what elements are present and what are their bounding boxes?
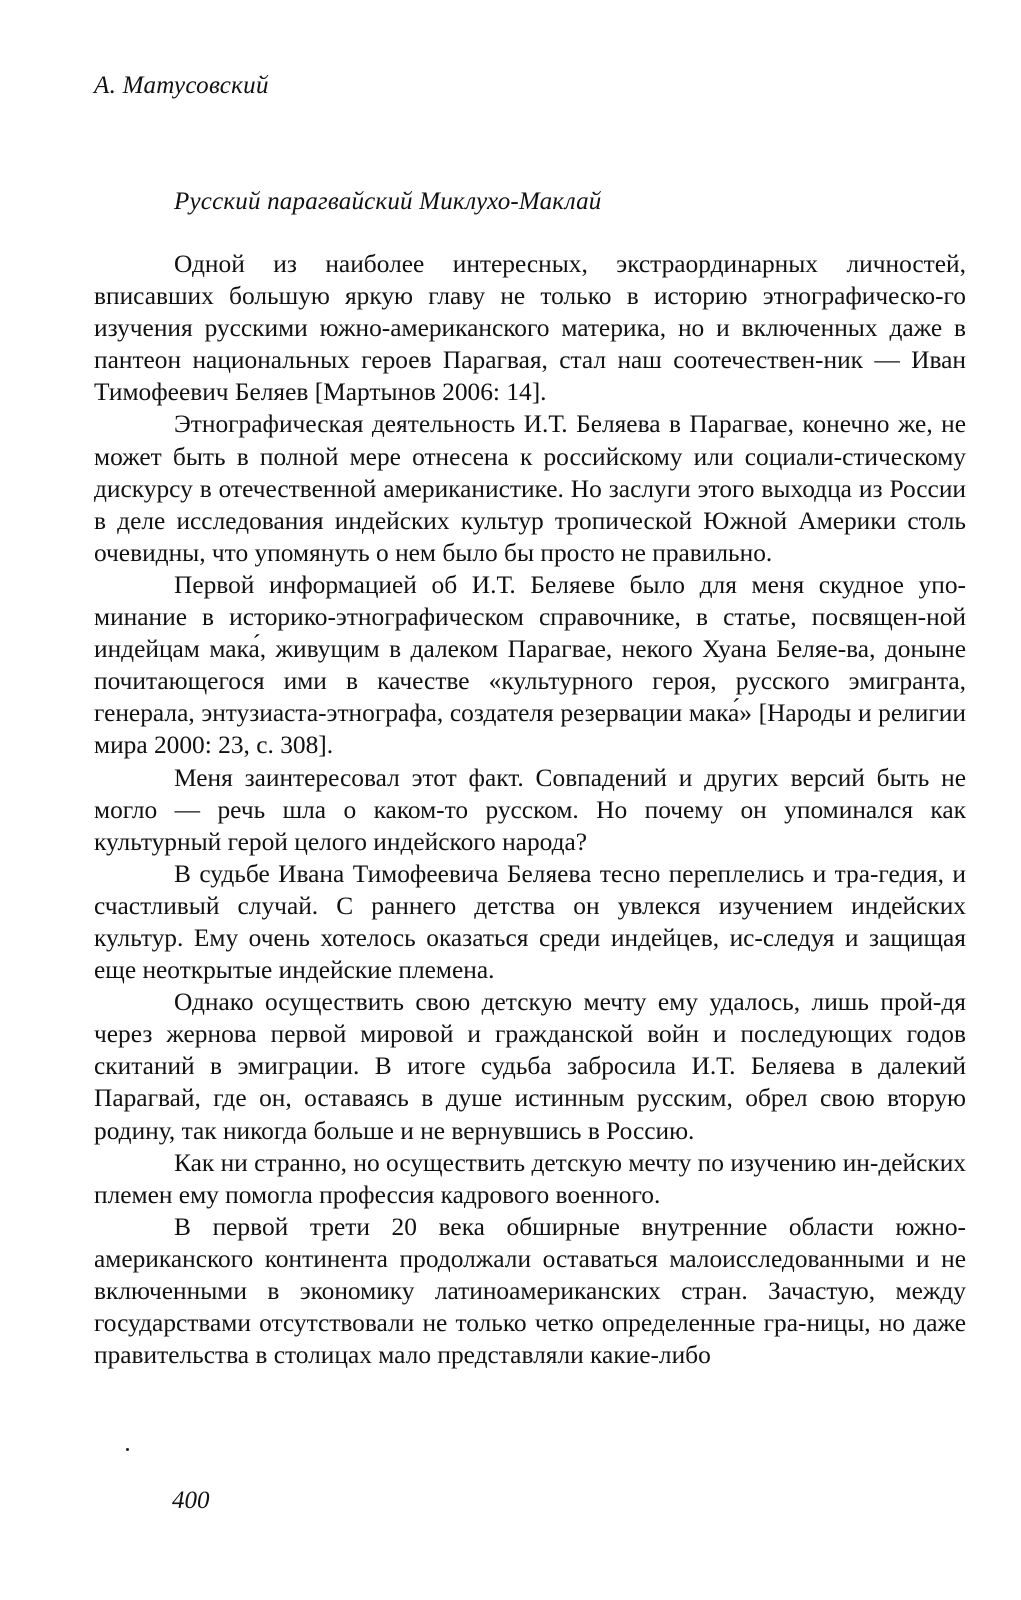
body-paragraph: В судьбе Ивана Тимофеевича Беляева тесно переплелись и тра-гедия, и счастливый случай. С раннего детства он увлекся изучением индейских культур. Ему очень хотелось оказаться среди индейцев, ис-следуя и защищая еще неоткрытые индейские племена. <box>94 859 966 985</box>
body-paragraph: Этнографическая деятельность И.Т. Беляева в Парагвае, конечно же, не может быть в полной мере отнесена к российскому или социали-стическому дискурсу в отечественной американистике. Но заслуги этого выходца из России в деле исследования индейских культур тропической Южной Америки столь очевидны, что упомянуть о нем было бы просто не правильно. <box>94 410 966 567</box>
body-paragraph: Как ни странно, но осуществить детскую мечту по изучению ин-дейских племен ему помогла профессия кадрового военного. <box>94 1148 966 1209</box>
body-paragraph: Первой информацией об И.Т. Беляеве было для меня скудное упо-минание в историко-этнографическом справочнике, в статье, посвящен-ной индейцам мака́, живущим в далеком Парагвае, некого Хуана Беляе-ва, доныне почитающегося ими в качестве «культурного героя, русского эмигранта, генерала, энтузиаста-этнографа, создателя резервации мака́» [Народы и религии мира 2000: 23, с. 308]. <box>94 570 966 760</box>
scan-speck <box>126 1448 129 1451</box>
body-paragraph: В первой трети 20 века обширные внутренние области южно-американского континента продолжали оставаться малоисследованными и не включенными в экономику латиноамериканских стран. Зачастую, между государствами отсутствовали не только четко определенные гра-ницы, но даже правительства в столицах мало представляли какие-либо <box>94 1212 966 1370</box>
body-paragraph: Меня заинтересовал этот факт. Совпадений и других версий быть не могло — речь шла о каком-то русском. Но почему он упоминался как культурный герой целого индейского народа? <box>94 763 966 856</box>
page-number: 400 <box>172 1487 210 1514</box>
body-paragraph: Одной из наиболее интересных, экстраординарных личностей, вписавших большую яркую главу не только в историю этнографическо-го изучения русскими южно-американского материка, но и включенных даже в пантеон национальных героев Парагвая, стал наш соотечествен-ник — Иван Тимофеевич Беляев [Мартынов 2006: 14]. <box>94 250 966 407</box>
running-head-author: А. Матусовский <box>94 72 269 99</box>
article-title: Русский парагвайский Миклухо-Маклай <box>174 188 602 215</box>
article-body <box>94 248 966 1371</box>
body-paragraph: Однако осуществить свою детскую мечту ему удалось, лишь прой-дя через жернова первой мировой и гражданской войн и последующих годов скитаний в эмиграции. В итоге судьба забросила И.Т. Беляева в далекий Парагвай, где он, оставаясь в душе истинным русским, обрел свою вторую родину, так никогда больше и не вернувшись в Россию. <box>94 988 966 1145</box>
